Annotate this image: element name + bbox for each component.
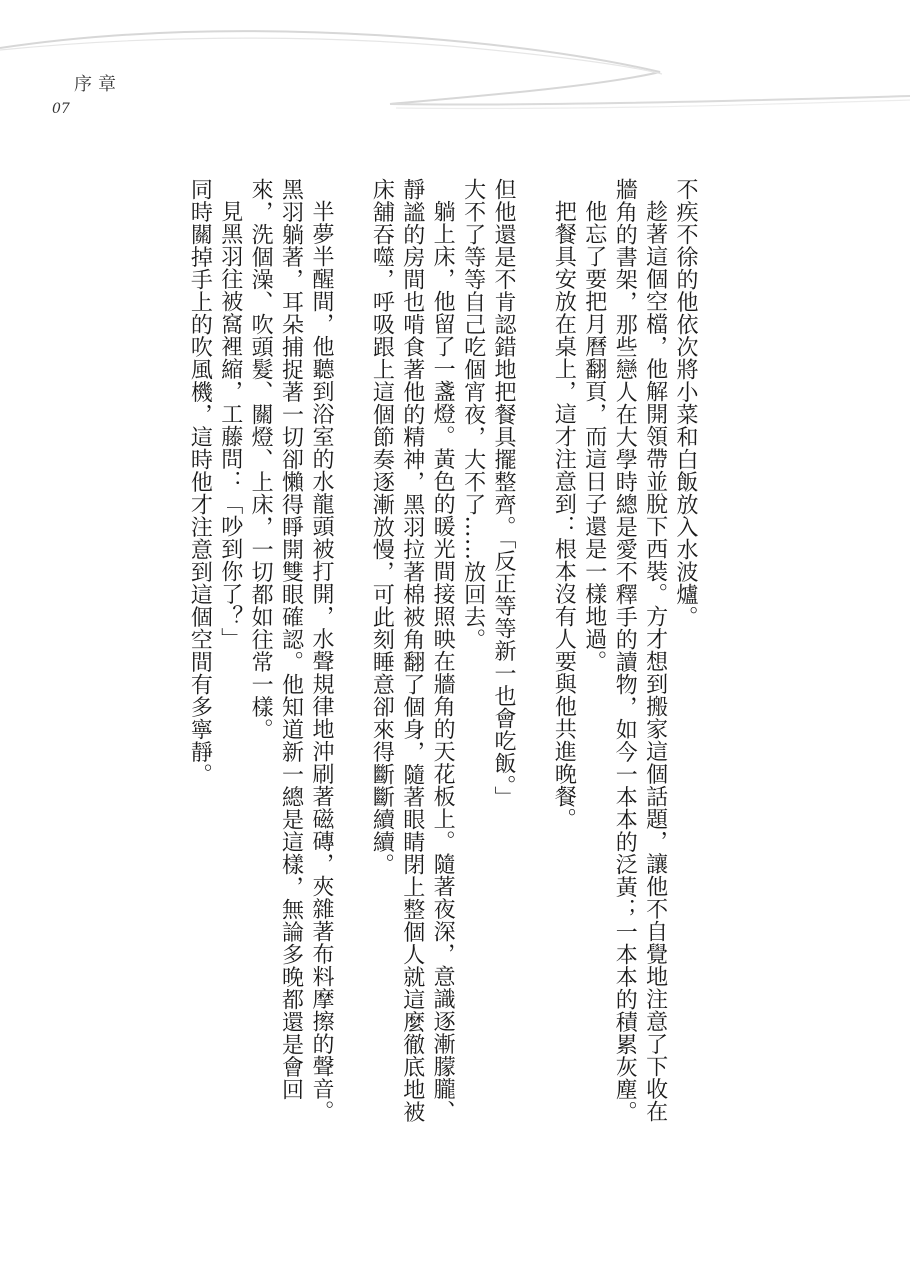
paragraph: 躺上床，他留了一盞燈。黃色的暖光間接照映在牆角的天花板上。隨著夜深，意識逐漸朦朧、靜謐的房間也啃食著他的精神，黑羽拉著棉被角翻了個身，隨著眼睛閉上整個人就這麼徹底地被床舖吞噬，呼吸跟上這個節奏逐漸放慢，可此刻睡意卻來得斷斷續續。 (369, 178, 456, 1123)
paragraph: 不疾不徐的他依次將小菜和白飯放入水波爐。 (673, 178, 698, 628)
paragraph: 他忘了要把月曆翻頁，而這日子還是一樣地過。 (581, 200, 607, 673)
paragraph: 黑羽躺著，耳朵捕捉著一切卻懶得睜開雙眼確認。他知道新一總是這樣，無論多晚都還是會回來，洗個澡、吹頭髮、關燈、上床，一切都如往常一樣。 (248, 178, 304, 1101)
paragraph: 把餐具安放在桌上，這才注意到：根本沒有人要與他共進晚餐。 (551, 200, 577, 830)
paragraph: 趁著這個空檔，他解開領帶並脫下西裝。方才想到搬家這個話題，讓他不自覺地注意了下收在牆角的書架，那些戀人在大學時總是愛不釋手的讀物，如今一本本的泛黃；一本本的積累灰塵。 (612, 178, 668, 1123)
chapter-title: 序章 (74, 74, 122, 95)
header-swoosh-decoration (0, 0, 910, 120)
paragraph: 但他還是不肯認錯地把餐具擺整齊。「反正等等新一也會吃飯。」 (490, 178, 516, 809)
paragraph: 見黑羽往被窩裡縮，工藤問：「吵到你了？」 (217, 200, 243, 650)
paragraph: 半夢半醒間，他聽到浴室的水龍頭被打開，水聲規律地沖刷著磁磚，夾雜著布料摩擦的聲音。 (308, 200, 334, 1123)
page-number: 07 (52, 101, 70, 117)
paragraph: 大不了等等自己吃個宵夜，大不了……放回去。 (460, 178, 486, 651)
paragraph: 同時關掉手上的吹風機，這時他才注意到這個空間有多寧靜。 (187, 178, 213, 786)
vertical-body-text (130, 178, 700, 1138)
